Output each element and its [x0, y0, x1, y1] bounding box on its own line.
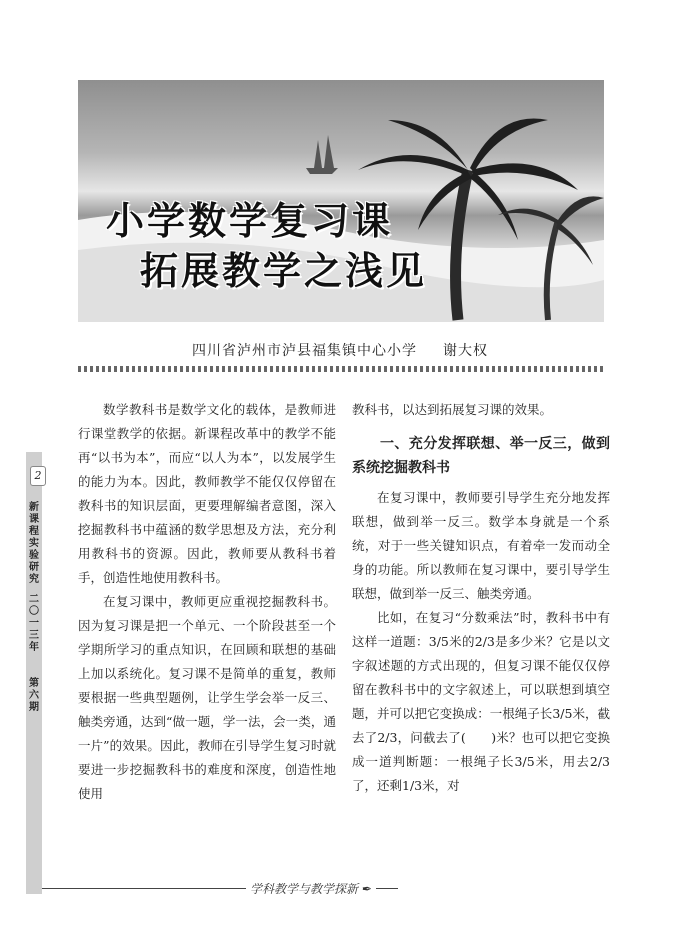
- left-column: [78, 398, 336, 806]
- sidebar-year: 二〇一三年: [29, 594, 39, 653]
- footer-column-name: [246, 880, 376, 897]
- author-name: 谢大权: [443, 343, 488, 359]
- body-paragraph: 在复习课中，教师要引导学生充分地发挥联想，做到举一反三。数学本身就是一个系统，对于一些关键知识点，有着牵一发而动全身的功能。所以教师在复习课中，要引导学生联想，做到举一反三、触类旁通。: [352, 490, 610, 601]
- sidebar-journal-name: 新课程实验研究: [29, 502, 39, 585]
- footer-text: 学科教学与教学探新: [250, 882, 359, 896]
- body-paragraph: 数学教科书是数学文化的载体，是教师进行课堂教学的依据。新课程改革中的教学不能再“以书为本”，而应“以人为本”，以发展学生的能力为本。因此，教师教学不能仅仅停留在教科书的知识层面，更要理解编者意图，深入挖掘教科书中蕴涵的数学思想及方法，充分利用教科书的资源。因此，教师要从教科书着手，创造性地使用教科书。: [78, 402, 336, 585]
- pen-icon: ✒: [361, 882, 372, 896]
- body-paragraph-continuation: 教科书，以达到拓展复习课的效果。: [352, 402, 553, 417]
- sidebar-issue: 第六期: [29, 678, 39, 713]
- author-affiliation: 四川省泸州市泸县福集镇中心小学: [192, 343, 417, 359]
- article-title-line-1: 小学数学复习课: [106, 199, 394, 243]
- decorative-divider: [78, 366, 604, 372]
- right-column: [352, 398, 610, 798]
- author-line: [0, 340, 680, 360]
- body-paragraph: 在复习课中，教师更应重视挖掘教科书。因为复习课是把一个单元、一个阶段甚至一个学期所学习的重点知识，在回顾和联想的基础上加以系统化。复习课不是简单的重复，教师要根据一些典型题例，让学生学会举一反三、触类旁通，达到“做一题，学一法，会一类，通一片”的效果。因此，教师在引导学生复习时就要进一步挖掘教科书的难度和深度，创造性地使用: [78, 594, 336, 801]
- section-heading: 一、充分发挥联想、举一反三，做到系统挖掘教科书: [352, 436, 610, 476]
- body-paragraph: 比如，在复习“分数乘法”时，教科书中有这样一道题：3/5米的2/3是多少米？它是以文字叙述题的方式出现的，但复习课不能仅仅停留在教科书中的文字叙述上，可以联想到填空题，并可以把它变换成：一根绳子长3/5米，截去了2/3，问截去了( )米？也可以把它变换成一道判断题：一根绳子长3/5米，用去2/3了，还剩1/3米，对: [352, 610, 610, 793]
- page-number: 2: [30, 466, 46, 486]
- article-title-line-2: 拓展教学之浅见: [140, 249, 428, 293]
- header-banner-image: [78, 80, 604, 322]
